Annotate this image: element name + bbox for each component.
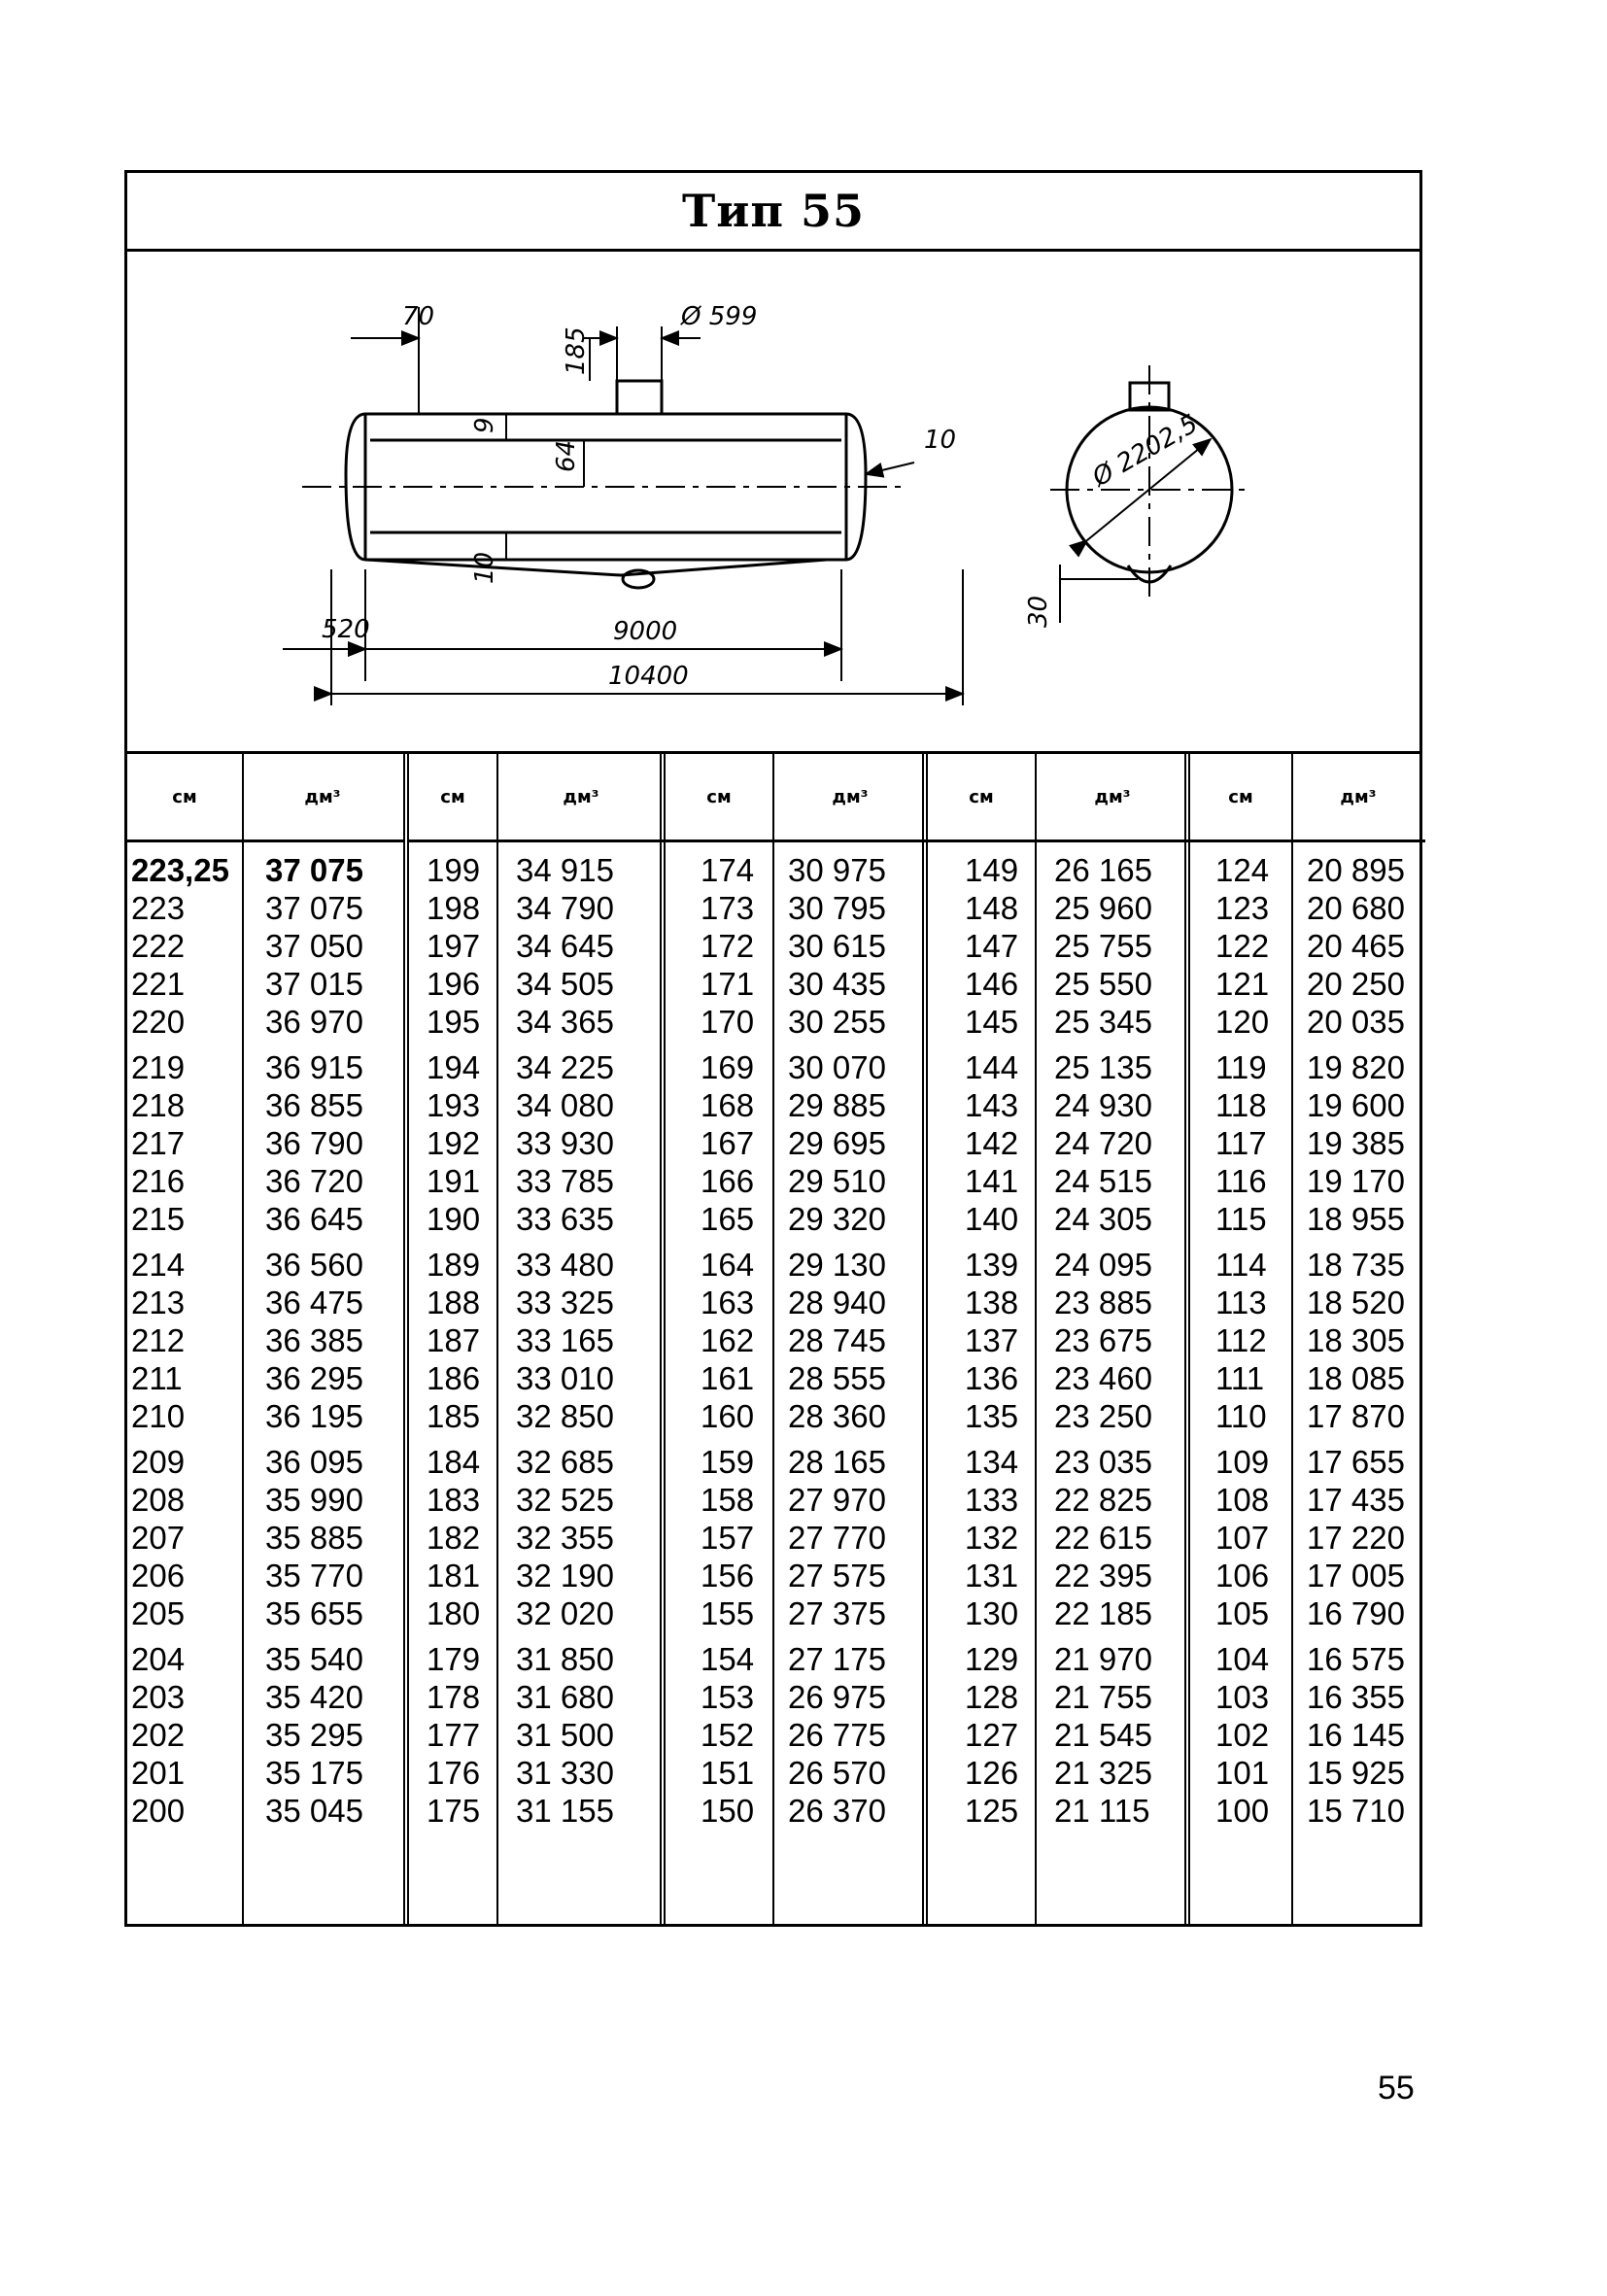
- height-cell: 211: [131, 1360, 183, 1396]
- volume-cell: 25 135: [1054, 1049, 1152, 1085]
- volume-cell: 30 975: [788, 852, 886, 888]
- volume-cell: 30 435: [788, 966, 886, 1002]
- volume-cell: 35 420: [265, 1679, 363, 1715]
- volume-cell: 15 925: [1307, 1755, 1405, 1791]
- dim-185: 185: [562, 326, 591, 375]
- height-cell: 102: [1215, 1717, 1270, 1753]
- height-cell: 121: [1215, 966, 1270, 1002]
- header-height: см: [969, 786, 994, 807]
- table-group-2: [403, 754, 666, 1927]
- tank-drawing: [127, 249, 1419, 751]
- height-cell: 165: [701, 1201, 755, 1237]
- volume-cell: 37 075: [265, 890, 363, 926]
- height-cell: 138: [965, 1285, 1019, 1320]
- table-group-1: [127, 754, 403, 1927]
- volume-cell: 31 500: [516, 1717, 614, 1753]
- height-cell: 134: [965, 1444, 1019, 1480]
- header-volume: дм³: [563, 786, 599, 807]
- height-cell: 172: [701, 928, 755, 964]
- volume-cell: 35 295: [265, 1717, 363, 1753]
- volumes-column: [788, 851, 886, 1830]
- header-volume: дм³: [832, 786, 869, 807]
- height-cell: 215: [131, 1201, 186, 1237]
- height-cell: 137: [965, 1322, 1019, 1358]
- volume-cell: 27 970: [788, 1482, 886, 1518]
- height-cell: 209: [131, 1444, 186, 1480]
- height-cell: 115: [1215, 1201, 1267, 1237]
- height-cell: 183: [427, 1482, 481, 1518]
- dim-9000: 9000: [613, 617, 678, 646]
- volume-cell: 37 075: [265, 852, 363, 888]
- height-cell: 167: [701, 1125, 755, 1161]
- height-cell: 173: [701, 890, 755, 926]
- height-cell: 203: [131, 1679, 186, 1715]
- volume-cell: 33 010: [516, 1360, 614, 1396]
- volume-cell: 32 525: [516, 1482, 614, 1518]
- volume-cell: 20 035: [1307, 1004, 1405, 1040]
- height-cell: 221: [131, 966, 186, 1002]
- height-cell: 207: [131, 1520, 186, 1556]
- height-cell: 127: [965, 1717, 1019, 1753]
- volume-cell: 20 895: [1307, 852, 1405, 888]
- header-volume: дм³: [1094, 786, 1131, 807]
- volume-cell: 23 460: [1054, 1360, 1152, 1396]
- volume-cell: 21 325: [1054, 1755, 1152, 1791]
- height-cell: 220: [131, 1004, 186, 1040]
- height-cell: 150: [701, 1793, 755, 1829]
- volume-cell: 24 930: [1054, 1087, 1152, 1123]
- volume-cell: 34 645: [516, 928, 614, 964]
- volume-cell: 27 575: [788, 1558, 886, 1593]
- calibration-table: [127, 751, 1419, 1927]
- dim-30: 30: [1024, 595, 1053, 628]
- volume-cell: 37 050: [265, 928, 363, 964]
- height-cell: 216: [131, 1163, 186, 1199]
- volume-cell: 27 175: [788, 1641, 886, 1677]
- height-cell: 109: [1215, 1444, 1270, 1480]
- volume-cell: 34 505: [516, 966, 614, 1002]
- height-cell: 151: [701, 1755, 755, 1791]
- volume-cell: 27 770: [788, 1520, 886, 1556]
- height-cell: 100: [1215, 1793, 1270, 1829]
- height-cell: 118: [1215, 1087, 1267, 1123]
- volume-cell: 31 850: [516, 1641, 614, 1677]
- volume-cell: 16 790: [1307, 1595, 1405, 1631]
- height-cell: 119: [1215, 1049, 1267, 1085]
- height-cell: 182: [427, 1520, 481, 1556]
- volume-cell: 35 540: [265, 1641, 363, 1677]
- volume-cell: 36 095: [265, 1444, 363, 1480]
- dim-shell-diameter: Ø 2202,5: [1087, 409, 1204, 494]
- height-cell: 190: [427, 1201, 481, 1237]
- volume-cell: 25 345: [1054, 1004, 1152, 1040]
- height-cell: 170: [701, 1004, 755, 1040]
- volume-cell: 26 570: [788, 1755, 886, 1791]
- height-cell: 195: [427, 1004, 481, 1040]
- volume-cell: 36 645: [265, 1201, 363, 1237]
- volume-cell: 23 885: [1054, 1285, 1152, 1320]
- volume-cell: 22 615: [1054, 1520, 1152, 1556]
- height-cell: 106: [1215, 1558, 1270, 1593]
- height-cell: 217: [131, 1125, 186, 1161]
- height-cell: 174: [701, 852, 755, 888]
- height-cell: 212: [131, 1322, 186, 1358]
- volume-cell: 22 185: [1054, 1595, 1152, 1631]
- volume-cell: 35 655: [265, 1595, 363, 1631]
- height-cell: 186: [427, 1360, 481, 1396]
- volume-cell: 23 250: [1054, 1398, 1152, 1434]
- height-cell: 123: [1215, 890, 1270, 926]
- height-cell: 101: [1215, 1755, 1270, 1791]
- volume-cell: 32 850: [516, 1398, 614, 1434]
- header-height: см: [172, 786, 197, 807]
- height-cell: 110: [1215, 1398, 1267, 1434]
- height-cell: 107: [1215, 1520, 1270, 1556]
- header-volume: дм³: [304, 786, 341, 807]
- volume-cell: 32 685: [516, 1444, 614, 1480]
- height-cell: 113: [1215, 1285, 1267, 1320]
- height-cell: 222: [131, 928, 186, 964]
- volume-cell: 29 885: [788, 1087, 886, 1123]
- height-cell: 197: [427, 928, 481, 964]
- height-cell: 163: [701, 1285, 755, 1320]
- volume-cell: 18 305: [1307, 1322, 1405, 1358]
- volume-cell: 32 355: [516, 1520, 614, 1556]
- volume-cell: 30 255: [788, 1004, 886, 1040]
- volume-cell: 26 775: [788, 1717, 886, 1753]
- height-cell: 223: [131, 890, 186, 926]
- height-cell: 218: [131, 1087, 186, 1123]
- height-cell: 159: [701, 1444, 755, 1480]
- height-cell: 171: [701, 966, 755, 1002]
- volume-cell: 29 130: [788, 1247, 886, 1283]
- volume-cell: 18 735: [1307, 1247, 1405, 1283]
- height-cell: 191: [427, 1163, 481, 1199]
- height-cell: 135: [965, 1398, 1019, 1434]
- volume-cell: 21 755: [1054, 1679, 1152, 1715]
- volume-cell: 17 655: [1307, 1444, 1405, 1480]
- volume-cell: 36 385: [265, 1322, 363, 1358]
- height-cell: 204: [131, 1641, 186, 1677]
- volume-cell: 17 005: [1307, 1558, 1405, 1593]
- height-cell: 200: [131, 1793, 186, 1829]
- volume-cell: 19 600: [1307, 1087, 1405, 1123]
- volume-cell: 28 555: [788, 1360, 886, 1396]
- height-cell: 146: [965, 966, 1019, 1002]
- heights-column: [1215, 851, 1269, 1830]
- volume-cell: 36 915: [265, 1049, 363, 1085]
- height-cell: 161: [701, 1360, 755, 1396]
- dim-9: 9: [470, 417, 499, 433]
- height-cell: 168: [701, 1087, 755, 1123]
- height-cell: 184: [427, 1444, 481, 1480]
- height-cell: 169: [701, 1049, 755, 1085]
- height-cell: 149: [965, 852, 1019, 888]
- height-cell: 205: [131, 1595, 186, 1631]
- volume-cell: 36 720: [265, 1163, 363, 1199]
- height-cell: 139: [965, 1247, 1019, 1283]
- dim-70: 70: [402, 302, 435, 331]
- height-cell: 129: [965, 1641, 1019, 1677]
- volume-cell: 27 375: [788, 1595, 886, 1631]
- volumes-column: [265, 851, 363, 1830]
- height-cell: 126: [965, 1755, 1019, 1791]
- height-cell: 120: [1215, 1004, 1270, 1040]
- volume-cell: 29 510: [788, 1163, 886, 1199]
- height-cell: 142: [965, 1125, 1019, 1161]
- height-cell: 152: [701, 1717, 755, 1753]
- volume-cell: 26 975: [788, 1679, 886, 1715]
- volume-cell: 28 360: [788, 1398, 886, 1434]
- dim-64: 64: [552, 439, 581, 472]
- height-cell: 154: [701, 1641, 755, 1677]
- volume-cell: 21 970: [1054, 1641, 1152, 1677]
- volume-cell: 24 720: [1054, 1125, 1152, 1161]
- tank-table-frame: [124, 170, 1422, 1927]
- height-cell: 219: [131, 1049, 186, 1085]
- volume-cell: 22 825: [1054, 1482, 1152, 1518]
- height-cell: 125: [965, 1793, 1019, 1829]
- height-cell: 202: [131, 1717, 186, 1753]
- heights-column: [131, 851, 229, 1830]
- volume-cell: 33 930: [516, 1125, 614, 1161]
- height-cell: 178: [427, 1679, 481, 1715]
- header-height: см: [1228, 786, 1253, 807]
- volume-cell: 25 755: [1054, 928, 1152, 964]
- volume-cell: 33 785: [516, 1163, 614, 1199]
- volume-cell: 36 970: [265, 1004, 363, 1040]
- volume-cell: 25 960: [1054, 890, 1152, 926]
- height-cell: 131: [965, 1558, 1019, 1593]
- volume-cell: 36 475: [265, 1285, 363, 1320]
- heights-column: [427, 851, 480, 1830]
- height-cell: 128: [965, 1679, 1019, 1715]
- page-title: Тип 55: [127, 173, 1419, 252]
- volume-cell: 34 915: [516, 852, 614, 888]
- height-cell: 130: [965, 1595, 1019, 1631]
- header-volume: дм³: [1340, 786, 1377, 807]
- volume-cell: 19 385: [1307, 1125, 1405, 1161]
- height-cell: 145: [965, 1004, 1019, 1040]
- volume-cell: 35 175: [265, 1755, 363, 1791]
- volume-cell: 36 295: [265, 1360, 363, 1396]
- height-cell: 148: [965, 890, 1019, 926]
- dimension-labels: [322, 302, 1203, 691]
- height-cell: 132: [965, 1520, 1019, 1556]
- height-cell: 147: [965, 928, 1019, 964]
- volume-cell: 18 085: [1307, 1360, 1405, 1396]
- height-cell: 180: [427, 1595, 481, 1631]
- height-cell: 193: [427, 1087, 481, 1123]
- height-cell: 105: [1215, 1595, 1270, 1631]
- height-cell: 181: [427, 1558, 481, 1593]
- volume-cell: 36 855: [265, 1087, 363, 1123]
- dim-10-bottom: 10: [470, 551, 499, 584]
- volume-cell: 31 155: [516, 1793, 614, 1829]
- volume-cell: 17 435: [1307, 1482, 1405, 1518]
- height-cell: 206: [131, 1558, 186, 1593]
- volume-cell: 19 170: [1307, 1163, 1405, 1199]
- height-cell: 210: [131, 1398, 186, 1434]
- height-cell: 201: [131, 1755, 186, 1791]
- height-cell: 176: [427, 1755, 481, 1791]
- volume-cell: 28 745: [788, 1322, 886, 1358]
- height-cell: 177: [427, 1717, 481, 1753]
- height-cell: 196: [427, 966, 481, 1002]
- height-cell: 114: [1215, 1247, 1267, 1283]
- volume-cell: 16 355: [1307, 1679, 1405, 1715]
- volumes-column: [1054, 851, 1152, 1830]
- height-cell: 108: [1215, 1482, 1270, 1518]
- volume-cell: 30 070: [788, 1049, 886, 1085]
- volume-cell: 33 635: [516, 1201, 614, 1237]
- height-cell: 223,25: [131, 852, 229, 888]
- volume-cell: 28 165: [788, 1444, 886, 1480]
- volume-cell: 20 250: [1307, 966, 1405, 1002]
- volume-cell: 17 870: [1307, 1398, 1405, 1434]
- volume-cell: 20 680: [1307, 890, 1405, 926]
- volume-cell: 26 165: [1054, 852, 1152, 888]
- height-cell: 141: [965, 1163, 1019, 1199]
- height-cell: 144: [965, 1049, 1019, 1085]
- dim-10400: 10400: [608, 662, 689, 691]
- header-height: см: [440, 786, 465, 807]
- volume-cell: 21 115: [1054, 1793, 1150, 1829]
- height-cell: 187: [427, 1322, 481, 1358]
- volume-cell: 24 515: [1054, 1163, 1152, 1199]
- height-cell: 155: [701, 1595, 755, 1631]
- volume-cell: 35 990: [265, 1482, 363, 1518]
- height-cell: 153: [701, 1679, 755, 1715]
- volume-cell: 34 790: [516, 890, 614, 926]
- height-cell: 175: [427, 1793, 481, 1829]
- height-cell: 198: [427, 890, 481, 926]
- height-cell: 179: [427, 1641, 481, 1677]
- volume-cell: 17 220: [1307, 1520, 1405, 1556]
- volume-cell: 30 795: [788, 890, 886, 926]
- volume-cell: 29 320: [788, 1201, 886, 1237]
- volume-cell: 19 820: [1307, 1049, 1405, 1085]
- table-group-5: [1184, 754, 1425, 1927]
- height-cell: 122: [1215, 928, 1270, 964]
- height-cell: 117: [1215, 1125, 1267, 1161]
- volume-cell: 31 680: [516, 1679, 614, 1715]
- volume-cell: 36 790: [265, 1125, 363, 1161]
- volume-cell: 34 365: [516, 1004, 614, 1040]
- height-cell: 156: [701, 1558, 755, 1593]
- dim-520: 520: [322, 615, 370, 644]
- volume-cell: 31 330: [516, 1755, 614, 1791]
- height-cell: 104: [1215, 1641, 1270, 1677]
- volume-cell: 24 095: [1054, 1247, 1152, 1283]
- height-cell: 213: [131, 1285, 186, 1320]
- volume-cell: 36 560: [265, 1247, 363, 1283]
- volume-cell: 34 080: [516, 1087, 614, 1123]
- height-cell: 192: [427, 1125, 481, 1161]
- volume-cell: 18 520: [1307, 1285, 1405, 1320]
- volume-cell: 33 165: [516, 1322, 614, 1358]
- volume-cell: 22 395: [1054, 1558, 1152, 1593]
- height-cell: 189: [427, 1247, 481, 1283]
- height-cell: 103: [1215, 1679, 1270, 1715]
- tank-schematic: [127, 249, 1419, 751]
- height-cell: 164: [701, 1247, 755, 1283]
- volume-cell: 35 885: [265, 1520, 363, 1556]
- volume-cell: 37 015: [265, 966, 363, 1002]
- height-cell: 133: [965, 1482, 1019, 1518]
- volume-cell: 33 480: [516, 1247, 614, 1283]
- height-cell: 116: [1215, 1163, 1267, 1199]
- height-cell: 162: [701, 1322, 755, 1358]
- volume-cell: 29 695: [788, 1125, 886, 1161]
- volume-cell: 15 710: [1307, 1793, 1405, 1829]
- height-cell: 185: [427, 1398, 481, 1434]
- height-cell: 194: [427, 1049, 481, 1085]
- volume-cell: 23 675: [1054, 1322, 1152, 1358]
- dim-hatch-diameter: Ø 599: [681, 302, 758, 331]
- volume-cell: 28 940: [788, 1285, 886, 1320]
- volume-cell: 36 195: [265, 1398, 363, 1434]
- dim-10-end: 10: [924, 426, 957, 455]
- height-cell: 143: [965, 1087, 1019, 1123]
- volume-cell: 18 955: [1307, 1201, 1405, 1237]
- volume-cell: 24 305: [1054, 1201, 1152, 1237]
- volume-cell: 23 035: [1054, 1444, 1152, 1480]
- volumes-column: [516, 851, 614, 1830]
- table-group-4: [922, 754, 1190, 1927]
- height-cell: 158: [701, 1482, 755, 1518]
- volume-cell: 20 465: [1307, 928, 1405, 964]
- volume-cell: 35 770: [265, 1558, 363, 1593]
- height-cell: 112: [1215, 1322, 1267, 1358]
- height-cell: 214: [131, 1247, 186, 1283]
- volume-cell: 35 045: [265, 1793, 363, 1829]
- height-cell: 199: [427, 852, 481, 888]
- height-cell: 208: [131, 1482, 186, 1518]
- heights-column: [965, 851, 1018, 1830]
- volume-cell: 21 545: [1054, 1717, 1152, 1753]
- volume-cell: 26 370: [788, 1793, 886, 1829]
- volume-cell: 32 020: [516, 1595, 614, 1631]
- volume-cell: 30 615: [788, 928, 886, 964]
- volume-cell: 33 325: [516, 1285, 614, 1320]
- height-cell: 140: [965, 1201, 1019, 1237]
- volume-cell: 16 145: [1307, 1717, 1405, 1753]
- height-cell: 157: [701, 1520, 755, 1556]
- volumes-column: [1307, 851, 1405, 1830]
- height-cell: 188: [427, 1285, 481, 1320]
- height-cell: 111: [1215, 1360, 1265, 1396]
- volume-cell: 25 550: [1054, 966, 1152, 1002]
- volume-cell: 32 190: [516, 1558, 614, 1593]
- table-group-3: [660, 754, 928, 1927]
- page-number: 55: [1378, 2070, 1415, 2107]
- height-cell: 166: [701, 1163, 755, 1199]
- height-cell: 136: [965, 1360, 1019, 1396]
- heights-column: [701, 851, 754, 1830]
- height-cell: 160: [701, 1398, 755, 1434]
- volume-cell: 34 225: [516, 1049, 614, 1085]
- header-height: см: [706, 786, 732, 807]
- height-cell: 124: [1215, 852, 1270, 888]
- volume-cell: 16 575: [1307, 1641, 1405, 1677]
